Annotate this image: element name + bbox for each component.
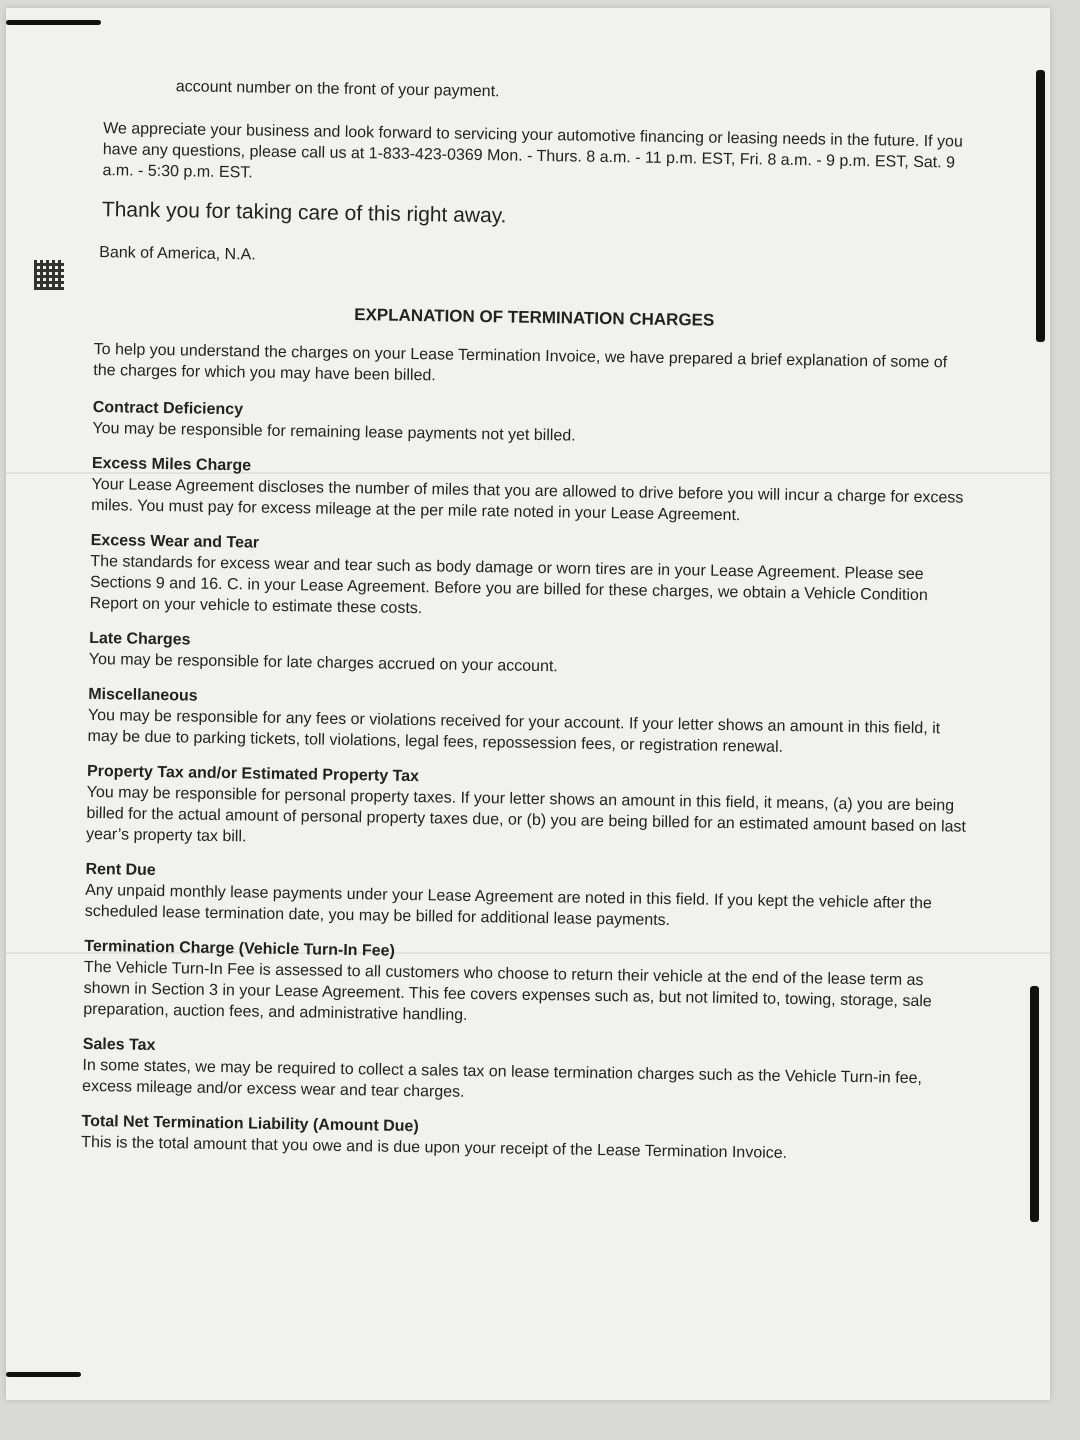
section-body: Any unpaid monthly lease payments under your Lease Agreement are noted in this field. If you kept the vehicle after the scheduled lease termination date, you may be billed for additional lease payments. <box>84 881 932 930</box>
section-body: You may be responsible for remaining lease payments not yet billed. <box>92 419 576 445</box>
section-total-net-termination-liability <box>81 1111 962 1167</box>
section-body: The Vehicle Turn-In Fee is assessed to all customers who choose to return their vehicle at the end of the lease term as shown in Section 3 in your Lease Agreement. This fee covers expenses such as, but not limited to, towing, storage, sale preparation, auction fees, and administrative handling. <box>83 958 932 1024</box>
section-body: You may be responsible for any fees or violations received for your account. If your letter shows an amount in this field, it may be due to parking tickets, toll violations, legal fees, repossession fees, or registration renewal. <box>87 706 941 756</box>
section-property-tax <box>86 761 967 859</box>
section-contract-deficiency <box>92 397 973 453</box>
section-miscellaneous <box>87 684 968 761</box>
section-title: Rent Due <box>85 860 156 880</box>
section-excess-miles-charge <box>91 453 972 530</box>
explanation-intro: To help you understand the charges on your Lease Termination Invoice, we have prepared a brief explanation of some of the charges for which you may have been billed. <box>93 340 948 385</box>
section-body: This is the total amount that you owe and is due upon your receipt of the Lease Termination Invoice. <box>81 1133 788 1162</box>
section-body: The standards for excess wear and tear such as body damage or worn tires are in your Lease Agreement. Please see Sections 9 and 16. C. in your Lease Agreement. Before you are billed for these charges, we obtain a Vehicle Condition Report on your vehicle to estimate these costs. <box>89 552 928 618</box>
section-title: Sales Tax <box>82 1035 156 1055</box>
registration-mark-bottom-left <box>6 1372 81 1377</box>
letter-content <box>81 76 978 1181</box>
barcode-icon <box>34 260 64 290</box>
section-termination-charge <box>83 936 964 1034</box>
thank-you-line: Thank you for taking care of this right away. <box>101 198 507 228</box>
section-title: Late Charges <box>89 629 191 649</box>
section-title: Excess Miles Charge <box>91 454 252 475</box>
appreciation-paragraph: We appreciate your business and look forward to servicing your automotive financing or leasing needs in the future. If you have any questions, please call us at 1-833-423-0369 Mon. - Thurs. 8 a.m. - 11 p.m. EST, Fri. 8 a.m. - 9 p.m. EST, Sat. 9 a.m. - 5:30 p.m. EST. <box>102 120 963 182</box>
section-body: Your Lease Agreement discloses the number of miles that you are allowed to drive before you will incur a charge for excess miles. You must pay for excess mileage at the per mile rate noted in your Lease Agreement. <box>91 475 964 525</box>
section-sales-tax <box>82 1034 963 1111</box>
section-title: Excess Wear and Tear <box>90 531 260 552</box>
section-body: You may be responsible for late charges accrued on your account. <box>88 650 558 676</box>
section-title: Total Net Termination Liability (Amount Due) <box>81 1112 419 1136</box>
registration-mark-top-left <box>6 20 101 25</box>
section-title: Property Tax and/or Estimated Property Tax <box>86 762 420 786</box>
section-title: Miscellaneous <box>88 685 198 705</box>
signature: Bank of America, N.A. <box>99 244 256 264</box>
redaction-bar-top-right <box>1036 70 1045 342</box>
explanation-heading: EXPLANATION OF TERMINATION CHARGES <box>354 305 715 330</box>
section-excess-wear-and-tear <box>90 530 971 628</box>
section-body: In some states, we may be required to collect a sales tax on lease termination charges such as the Vehicle Turn-in fee, excess mileage and/or excess wear and tear charges. <box>81 1056 923 1101</box>
section-late-charges <box>89 628 970 684</box>
section-title: Termination Charge (Vehicle Turn-In Fee) <box>84 937 395 960</box>
letter-page <box>6 8 1050 1400</box>
top-line: account number on the front of your payment. <box>175 78 500 101</box>
section-rent-due <box>85 859 966 936</box>
section-title: Contract Deficiency <box>92 398 244 419</box>
section-body: You may be responsible for personal property taxes. If your letter shows an amount in this field, it means, (a) you are being billed for the actual amount of personal property taxes due, or (b) you are being billed for an estimated amount based on last year’s property tax bill. <box>85 783 967 846</box>
redaction-bar-bottom-right <box>1030 986 1039 1222</box>
